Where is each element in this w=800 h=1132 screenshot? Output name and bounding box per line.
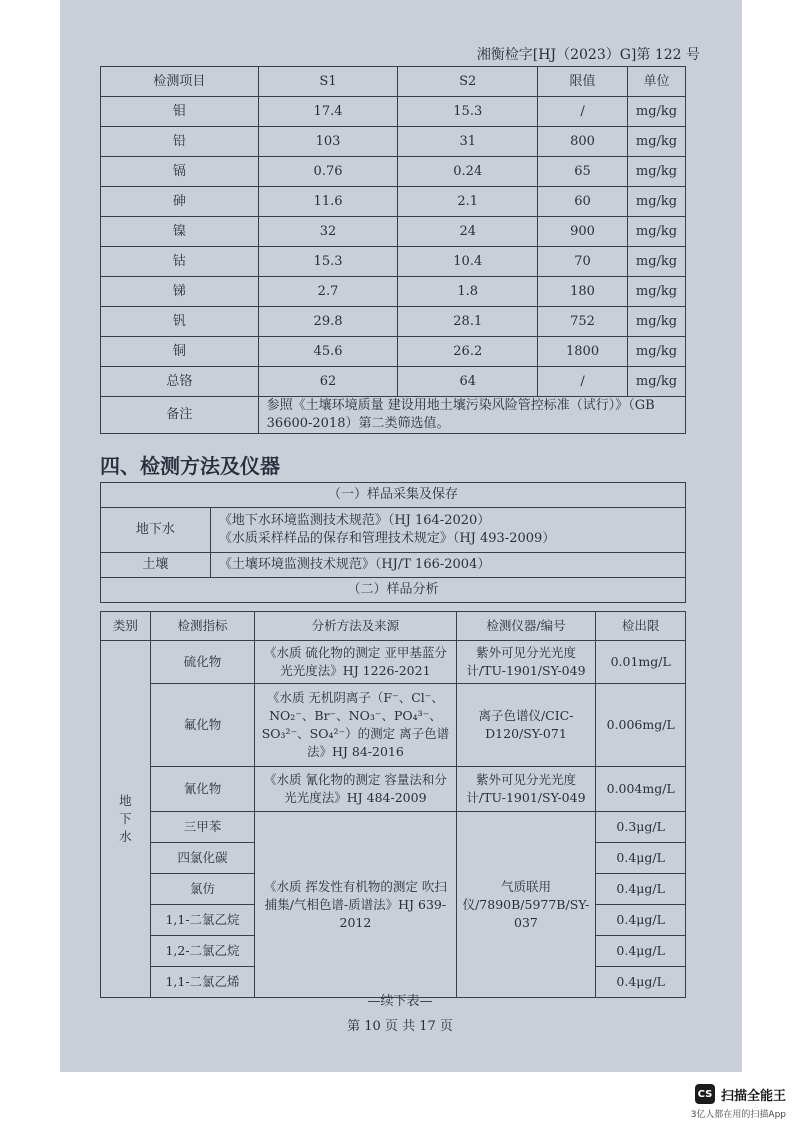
standard-line: 《水质采样样品的保存和管理技术规定》（HJ 493-2009） [218,531,556,546]
scanner-watermark [691,1084,786,1120]
table-cell: mg/kg [627,247,685,277]
table-cell: 65 [538,157,628,187]
table-row [101,277,686,307]
indicator-cell: 氰化物 [150,767,254,812]
column-header: 检测仪器/编号 [456,612,596,641]
remark-row [101,397,686,434]
instrument-cell: 气质联用仪/7890B/5977B/SY-037 [456,812,596,998]
table-cell: 2.1 [398,187,538,217]
detection-limit-cell: 0.01mg/L [596,641,686,684]
detection-limit-cell: 0.4μg/L [596,905,686,936]
sampling-table [100,482,686,603]
table-cell: mg/kg [627,217,685,247]
table-cell: 镍 [101,217,259,247]
table-row [101,127,686,157]
detection-limit-cell: 0.4μg/L [596,967,686,998]
app-tagline: 3亿人都在用的扫描App [690,1110,786,1120]
remark-label: 备注 [101,397,259,434]
column-header: 检测项目 [101,67,259,97]
standard-line: 《地下水环境监测技术规范》（HJ 164-2020） [218,513,491,528]
detection-limit-cell: 0.3μg/L [596,812,686,843]
column-header: S1 [258,67,398,97]
table-cell: 70 [538,247,628,277]
table-cell: 15.3 [258,247,398,277]
indicator-cell: 三甲苯 [150,812,254,843]
table-row [101,812,686,843]
table-cell: 103 [258,127,398,157]
table-cell: 1.8 [398,277,538,307]
table-cell: 31 [398,127,538,157]
remark-text: 参照《土壤环境质量 建设用地土壤污染风险管控标准（试行）》（GB 36600-2018）第二类筛选值。 [258,397,685,434]
table-cell: mg/kg [627,277,685,307]
sampling-standards [210,508,685,553]
detection-limit-cell: 0.4μg/L [596,843,686,874]
instrument-cell: 紫外可见分光光度计/TU-1901/SY-049 [456,767,596,812]
method-cell: 《水质 硫化物的测定 亚甲基蓝分光光度法》HJ 1226-2021 [255,641,456,684]
table-row [101,217,686,247]
app-name: 扫描全能王 [720,1088,786,1104]
table-cell: 铜 [101,337,259,367]
table-cell: mg/kg [627,187,685,217]
detection-limit-cell: 0.004mg/L [596,767,686,812]
table-cell: 900 [538,217,628,247]
sampling-title-row [101,483,686,508]
section-title: 四、检测方法及仪器 [100,454,280,478]
document-number: 湘衡检字[HJ（2023）G]第 122 号 [476,47,700,63]
table-cell: 800 [538,127,628,157]
table-row [101,767,686,812]
table-cell: 60 [538,187,628,217]
method-cell: 《水质 无机阴离子（F⁻、Cl⁻、NO₂⁻、Br⁻、NO₃⁻、PO₄³⁻、SO₃²⁻、SO₄²⁻）的测定 离子色谱法》HJ 84-2016 [255,684,456,767]
table-cell: 钒 [101,307,259,337]
table-cell: 10.4 [398,247,538,277]
indicator-cell: 氟化物 [150,684,254,767]
table-cell: 1800 [538,337,628,367]
table-cell: mg/kg [627,157,685,187]
table-row [101,157,686,187]
indicator-cell: 硫化物 [150,641,254,684]
method-cell: 《水质 挥发性有机物的测定 吹扫捕集/气相色谱-质谱法》HJ 639-2012 [255,812,456,998]
table-cell: 镉 [101,157,259,187]
metals-table [100,66,686,434]
indicator-cell: 1,1-二氯乙烯 [150,967,254,998]
detection-limit-cell: 0.4μg/L [596,936,686,967]
table-row [101,553,686,578]
camscanner-logo-icon: CS [695,1084,715,1104]
table-cell: 铅 [101,127,259,157]
indicator-cell: 氯仿 [150,874,254,905]
table-row [101,684,686,767]
table-cell: 砷 [101,187,259,217]
subsection-title: （二）样品分析 [101,578,686,603]
table-cell: mg/kg [627,97,685,127]
table-cell: 总铬 [101,367,259,397]
table-cell: 钴 [101,247,259,277]
detection-limit-cell: 0.006mg/L [596,684,686,767]
table-cell: mg/kg [627,127,685,157]
table-cell: 24 [398,217,538,247]
continued-note: —续下表— [367,994,433,1009]
table-header-row [101,67,686,97]
sample-type: 土壤 [101,553,211,578]
column-header: 检出限 [596,612,686,641]
table-cell: 11.6 [258,187,398,217]
table-cell: 62 [258,367,398,397]
column-header: 限值 [538,67,628,97]
column-header: S2 [398,67,538,97]
table-row [101,337,686,367]
table-cell: 29.8 [258,307,398,337]
indicator-cell: 1,2-二氯乙烷 [150,936,254,967]
table-cell: 2.7 [258,277,398,307]
table-cell: 64 [398,367,538,397]
table-row [101,508,686,553]
analysis-table [100,611,686,998]
table-cell: 锑 [101,277,259,307]
table-cell: 0.24 [398,157,538,187]
table-cell: mg/kg [627,367,685,397]
indicator-cell: 1,1-二氯乙烷 [150,905,254,936]
table-cell: / [538,97,628,127]
table-cell: 752 [538,307,628,337]
analysis-title-row [101,578,686,603]
table-row [101,367,686,397]
column-header: 类别 [101,612,151,641]
category-cell: 地下水 [101,641,151,998]
table-cell: 0.76 [258,157,398,187]
subsection-title: （一）样品采集及保存 [101,483,686,508]
table-row [101,247,686,277]
table-cell: 15.3 [398,97,538,127]
method-cell: 《水质 氰化物的测定 容量法和分光光度法》HJ 484-2009 [255,767,456,812]
instrument-cell: 离子色谱仪/CIC-D120/SY-071 [456,684,596,767]
table-cell: 17.4 [258,97,398,127]
table-cell: 26.2 [398,337,538,367]
table-row [101,307,686,337]
column-header: 分析方法及来源 [255,612,456,641]
page-number: 第 10 页 共 17 页 [347,1019,453,1034]
table-row [101,97,686,127]
table-cell: 28.1 [398,307,538,337]
detection-limit-cell: 0.4μg/L [596,874,686,905]
sampling-standards [210,553,685,578]
indicator-cell: 四氯化碳 [150,843,254,874]
table-cell: 180 [538,277,628,307]
table-cell: / [538,367,628,397]
column-header: 检测指标 [150,612,254,641]
standard-line: 《土壤环境监测技术规范》（HJ/T 166-2004） [218,557,491,572]
column-header: 单位 [627,67,685,97]
sample-type: 地下水 [101,508,211,553]
table-cell: mg/kg [627,337,685,367]
table-cell: 32 [258,217,398,247]
table-header-row [101,612,686,641]
table-cell: 45.6 [258,337,398,367]
table-row [101,187,686,217]
table-cell: 钼 [101,97,259,127]
instrument-cell: 紫外可见分光光度计/TU-1901/SY-049 [456,641,596,684]
table-row [101,641,686,684]
table-cell: mg/kg [627,307,685,337]
